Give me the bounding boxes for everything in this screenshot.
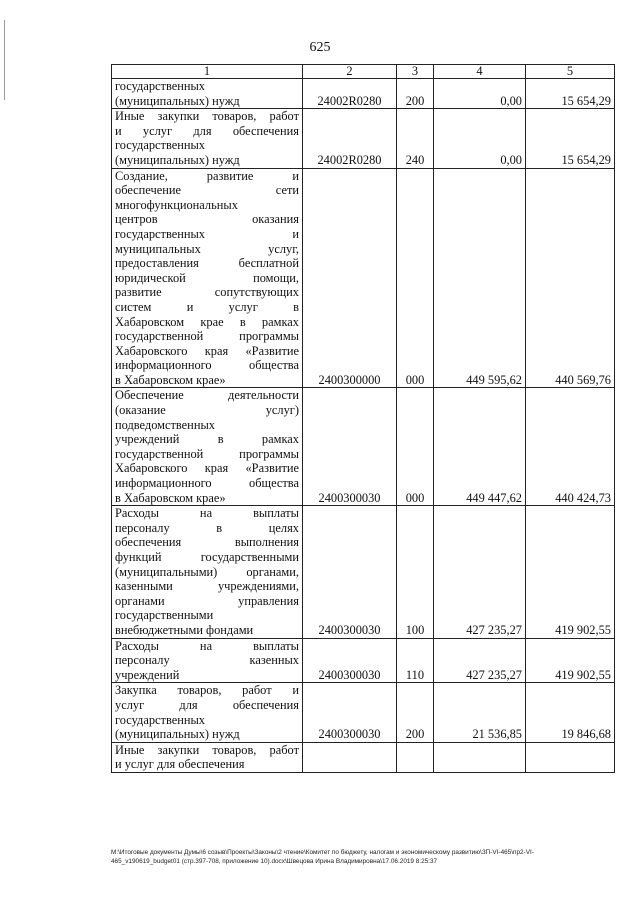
expense-name-line: Создание, развитие и	[115, 168, 299, 183]
expense-type-cell: 100	[397, 506, 434, 638]
expense-type-cell: 200	[397, 79, 434, 109]
expense-name-line: и услуг для обеспечения	[115, 757, 245, 772]
expense-name-cell	[112, 109, 303, 168]
target-code-cell: 24002R0280	[303, 79, 397, 109]
target-code-cell: 24002R0280	[303, 109, 397, 168]
expense-name-cell	[112, 388, 303, 506]
expense-name-line: государственной программы	[115, 329, 299, 344]
expense-name-line: учреждений в рамках	[115, 432, 299, 447]
header-row	[112, 65, 615, 79]
amount-2019-cell: 449 447,62	[434, 388, 526, 506]
expense-name-line: (муниципальными) органами,	[115, 564, 299, 579]
table-row	[112, 109, 615, 168]
expense-name-line: информационного общества	[115, 476, 299, 491]
expense-name-line: обеспечения выполнения	[115, 535, 299, 550]
expense-name-line: государственных	[115, 712, 206, 727]
column-header-3: 3	[397, 65, 434, 79]
expense-name-line: Иные закупки товаров, работ	[115, 742, 299, 757]
page-number: 625	[309, 40, 331, 55]
column-header-1: 1	[112, 65, 303, 79]
amount-2019-cell: 427 235,27	[434, 638, 526, 683]
expense-name-line: информационного общества	[115, 358, 299, 373]
expense-name-line: центров оказания	[115, 212, 299, 227]
amount-2019-cell: 0,00	[434, 79, 526, 109]
expense-name-line: государственных и	[115, 226, 299, 241]
expense-name-line: предоставления бесплатной	[115, 256, 299, 271]
expense-name-line: (оказание услуг)	[115, 403, 299, 418]
expense-name-line: государственных	[115, 138, 206, 153]
amount-2019-cell: 449 595,62	[434, 168, 526, 388]
expense-name-cell	[112, 638, 303, 683]
target-code-cell: 2400300030	[303, 683, 397, 742]
amount-2020-cell	[526, 742, 615, 772]
amount-2020-cell: 15 654,29	[526, 79, 615, 109]
target-code-cell: 2400300000	[303, 168, 397, 388]
footer-path-line-1: M:\Итоговые документы Думы\6 созыв\Проекты\Законы\2 чтение\Комитет по бюджету, налогам и экономическому развитию\ЗП-VI-465\пр2-VI-	[111, 849, 534, 856]
expense-name-line: услуг для обеспечения	[115, 697, 299, 712]
expense-name-line: в Хабаровском крае»	[115, 490, 226, 505]
expense-name-line: Расходы на выплаты	[115, 506, 299, 521]
column-header-4: 4	[434, 65, 526, 79]
expense-name-line: и услуг для обеспечения	[115, 123, 299, 138]
expense-name-line: Иные закупки товаров, работ	[115, 109, 299, 124]
expense-name-line: государственными	[115, 608, 214, 623]
expense-name-line: государственной программы	[115, 446, 299, 461]
expense-name-line: систем и услуг в	[115, 299, 299, 314]
expense-name-line: внебюджетными фондами	[115, 622, 254, 637]
expense-name-line: Обеспечение деятельности	[115, 388, 299, 403]
amount-2019-cell: 427 235,27	[434, 506, 526, 638]
amount-2020-cell: 15 654,29	[526, 109, 615, 168]
expense-name-line: развитие сопутствующих	[115, 285, 299, 300]
column-header-5: 5	[526, 65, 615, 79]
expense-type-cell	[397, 742, 434, 772]
expense-name-line: персоналу казенных	[115, 653, 299, 668]
expense-name-line: в Хабаровском крае»	[115, 372, 226, 387]
amount-2020-cell: 440 424,73	[526, 388, 615, 506]
expense-name-cell	[112, 506, 303, 638]
target-code-cell	[303, 742, 397, 772]
expense-name-line: (муниципальных) нужд	[115, 727, 240, 742]
table-row	[112, 742, 615, 772]
expense-type-cell: 110	[397, 638, 434, 683]
expense-name-cell	[112, 168, 303, 388]
expense-name-line: (муниципальных) нужд	[115, 93, 240, 108]
table-row	[112, 638, 615, 683]
expense-type-cell: 200	[397, 683, 434, 742]
expense-name-cell	[112, 683, 303, 742]
expense-name-line: Хабаровском крае в рамках	[115, 314, 299, 329]
expense-type-cell: 240	[397, 109, 434, 168]
budget-table	[111, 64, 615, 773]
margin-mark	[4, 20, 5, 100]
expense-name-line: обеспечение сети	[115, 183, 299, 198]
amount-2020-cell: 19 846,68	[526, 683, 615, 742]
target-code-cell: 2400300030	[303, 506, 397, 638]
amount-2019-cell: 0,00	[434, 109, 526, 168]
amount-2020-cell: 440 569,76	[526, 168, 615, 388]
expense-name-line: Расходы на выплаты	[115, 638, 299, 653]
expense-name-line: муниципальных услуг,	[115, 241, 299, 256]
table-row	[112, 168, 615, 388]
expense-name-line: Хабаровского края «Развитие	[115, 343, 299, 358]
expense-name-line: государственных	[115, 79, 206, 93]
expense-name-line: Хабаровского края «Развитие	[115, 461, 299, 476]
expense-name-line: многофункциональных	[115, 197, 238, 212]
expense-name-line: юридической помощи,	[115, 270, 299, 285]
table-row	[112, 506, 615, 638]
expense-name-cell	[112, 742, 303, 772]
expense-name-line: учреждений	[115, 667, 180, 682]
expense-name-cell	[112, 79, 303, 109]
target-code-cell: 2400300030	[303, 388, 397, 506]
footer-path-line-2: 465_v190619_budget01 (стр.397-708, приложение 10).docx\Швецова Ирина Владимировна\17.06.2019 8:25:37	[111, 857, 438, 865]
amount-2020-cell: 419 902,55	[526, 638, 615, 683]
column-header-2: 2	[303, 65, 397, 79]
amount-2019-cell: 21 536,85	[434, 683, 526, 742]
table-row	[112, 388, 615, 506]
target-code-cell: 2400300030	[303, 638, 397, 683]
expense-name-line: органами управления	[115, 593, 299, 608]
expense-name-line: (муниципальных) нужд	[115, 152, 240, 167]
expense-name-line: персоналу в целях	[115, 520, 299, 535]
expense-name-line: подведомственных	[115, 417, 215, 432]
amount-2020-cell: 419 902,55	[526, 506, 615, 638]
expense-name-line: Закупка товаров, работ и	[115, 683, 299, 698]
expense-name-line: казенными учреждениями,	[115, 579, 299, 594]
document-footer	[111, 849, 616, 866]
table-row	[112, 79, 615, 109]
table-row	[112, 683, 615, 742]
amount-2019-cell	[434, 742, 526, 772]
expense-name-line: функций государственными	[115, 550, 299, 564]
expense-type-cell: 000	[397, 168, 434, 388]
expense-type-cell: 000	[397, 388, 434, 506]
